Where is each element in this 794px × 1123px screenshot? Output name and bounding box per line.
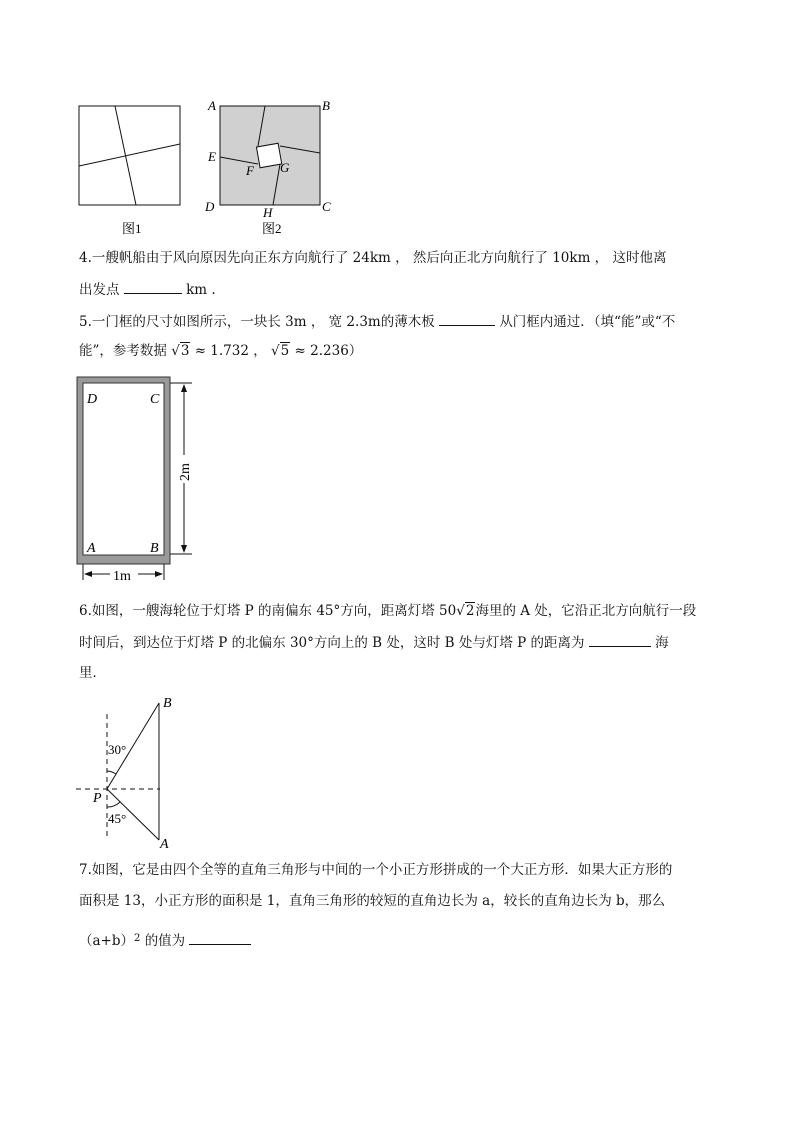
label-B: B [163,696,172,711]
fig2-label-F: F [246,163,254,178]
radical-sign-icon: √ [271,343,280,359]
sqrt-2-value: 2 [465,603,475,619]
radical-sign-icon: √ [171,343,180,359]
door-label-C: C [150,392,160,407]
fig2-label-B: B [322,98,330,113]
q7-line-3-suffix: 的值为 [144,933,186,949]
q7-expression: （a+b） [79,933,135,949]
label-P: P [93,791,102,806]
q7-line-1: 7.如图，它是由四个全等的直角三角形与中间的一个小正方形拼成的一个大正方形．如果大正方形的 [79,862,673,878]
fig2-label-A: A [208,98,216,113]
label-A: A [160,837,169,852]
fig2-label-C: C [322,199,331,214]
label-angle-30: 30° [108,742,127,757]
fig1-caption: 图1 [122,221,142,236]
q6-line-2-suffix: 海 [655,635,669,651]
angle-arc-30 [107,771,116,774]
radical-sign-icon: √ [456,603,465,619]
q7-exponent: 2 [134,933,141,944]
sqrt-5-value: 5 [280,343,290,359]
q6-line-1-prefix: 6.如图，一艘海轮位于灯塔 P 的南偏东 45°方向，距离灯塔 50 [79,603,457,619]
q5-line-2-text: 能”，参考数据 [79,343,167,359]
q5-line-1-prefix: 5.一门框的尺寸如图所示，一块长 3m ， 宽 2.3m的薄木板 [79,314,435,330]
width-label: 1m [113,569,131,584]
door-label-D: D [87,392,98,407]
fig2-label-D: D [205,199,215,214]
q7-answer-blank[interactable] [189,930,251,945]
approx-sqrt5: ≈ 2.236） [294,343,363,359]
q4-line-1: 4.一艘帆船由于风向原因先向正东方向航行了 24km ， 然后向正北方向航行了 10km ， 这时他离 [79,250,667,266]
door-label-B: B [150,541,159,556]
label-angle-45: 45° [108,811,127,826]
q7-line-2: 面积是 13，小正方形的面积是 1，直角三角形的较短的直角边长为 a，较长的直角边长为 b，那么 [79,893,666,909]
q6-line-2-prefix: 时间后，到达位于灯塔 P 的北偏东 30°方向上的 B 处，这时 B 处与灯塔 P 的距离为 [79,635,585,651]
q4-line-2-prefix: 出发点 [79,282,120,298]
q5-line-1-suffix: 从门框内通过．（填“能”或“不 [499,314,676,330]
q6-line-1-suffix: 海里的 A 处，它沿正北方向航行一段 [475,603,697,619]
angle-arc-45 [107,802,120,807]
height-label: 2m [178,463,193,481]
q6-line-3: 里． [79,665,106,681]
door-label-A: A [87,541,96,556]
fig2-caption: 图2 [262,221,282,236]
q7-line-3 [79,930,251,953]
sqrt-3-value: 3 [180,343,190,359]
fig2-label-E: E [208,149,216,164]
q4-line-2-suffix: km . [186,282,216,298]
fig2-label-G: G [280,160,290,175]
approx-sqrt3: ≈ 1.732 ， [194,343,267,359]
fig2-label-H: H [263,205,273,220]
